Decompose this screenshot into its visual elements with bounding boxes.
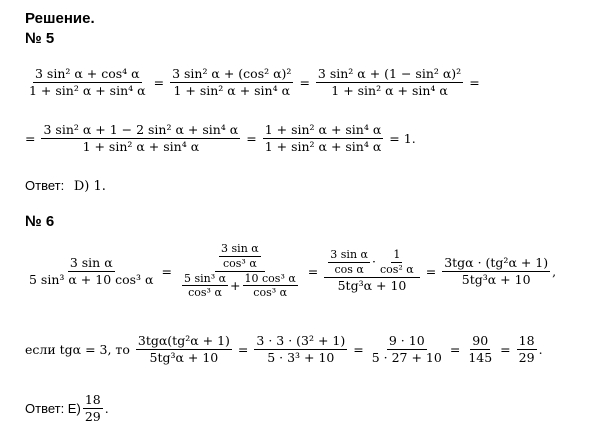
denominator: 1 + sin² α + sin⁴ α xyxy=(29,82,146,98)
p5-line-2: = $\frac{\text{3 sin² α + 1 − 2 sin² α + sin⁴ α}}{\text{1 + sin² α + sin⁴ α}}$ = $\frac{\text{1 + sin² α + sin⁴ α}}{\text{1 + sin² α + sin⁴ α}}$ = 1. xyxy=(25,122,416,154)
p6-fraction-4 xyxy=(442,255,550,287)
problem-5-title: № 5 xyxy=(25,30,55,47)
denominator: 145 xyxy=(468,349,493,365)
numerator: 3 · 3 · (3² + 1) xyxy=(256,333,346,348)
compound-numerator xyxy=(215,242,265,272)
numerator: 5 sin³ α xyxy=(183,271,227,285)
denominator: 1 + sin² α + sin⁴ α xyxy=(331,82,448,98)
heading: Решение. xyxy=(25,10,95,27)
p5-answer xyxy=(25,178,106,194)
numerator: 3tgα · (tg²α + 1) xyxy=(444,254,549,270)
numerator: 3 sin² α + 1 − 2 sin² α + sin⁴ α xyxy=(43,122,239,137)
denominator: 5tg³α + 10 xyxy=(337,277,407,293)
numerator: 3tgα(tg²α + 1) xyxy=(137,333,230,348)
product-numerator: $\frac{\text{3 sin α}}{\text{cos α}}$ · $\frac{1}{\text{cos² α}}$ xyxy=(324,248,419,278)
compound-denominator: $\frac{\text{5 sin³ α}}{\text{cos³ α}}$ + $\frac{\text{10 cos³ α}}{\text{cos³ α}}$ xyxy=(183,271,296,300)
denominator: 29 xyxy=(518,349,535,365)
p5-fraction-2 xyxy=(170,66,293,98)
denominator: 1 + sin² α + sin⁴ α xyxy=(82,138,200,154)
numerator: 1 xyxy=(393,248,401,262)
p6-fraction-9 xyxy=(517,333,537,365)
term-fraction-1 xyxy=(182,272,228,301)
answer-label: Ответ: E) xyxy=(25,400,81,416)
p5-fraction-1 xyxy=(27,66,148,98)
denominator: 5tg³α + 10 xyxy=(149,349,219,365)
answer-value: D) 1. xyxy=(73,179,106,194)
denominator: 5tg³α + 10 xyxy=(461,271,531,287)
term-fraction-2 xyxy=(243,272,298,301)
numerator: 90 xyxy=(472,333,489,348)
p6-line-2: если tgα = 3, то $\frac{\text{3tgα(tg²α + 1)}}{\text{5tg³α + 10}}$ = $\frac{\text{3 · 3 · (3² + 1)}}{\text{5 · 3³ + 10}}$ = $\frac{9 \cdot 10}{5 \cdot 27 + 10}$ = $\frac{90}{145}$ = $\frac{18}{29}$ . xyxy=(25,333,543,365)
p6-line-1: $\frac{\text{3 sin α}}{\text{5 sin³ α + 10 cos³ α}}$ = $\frac{\text{3 sin α}}{\text{cos³ α}}$ $\frac{\text{5 sin³ α}}{\text{cos³ α}}$ + $\frac{\text{10 cos³ α}}{\text{cos³ α}}$ = $\frac{\text{3 sin α}}{\text{cos α}}$ · $\frac{1}{\text{cos² α}}$ 5tg³α + 10 = $\frac{\text{3tgα · (tg²α + 1)}}{\text{5tg³α + 10}}$ , xyxy=(29,242,557,300)
numerator: 3 sin α xyxy=(330,248,368,262)
numerator: 3 sin α xyxy=(221,242,259,255)
p6-fraction-5 xyxy=(136,333,232,365)
p5-fraction-5 xyxy=(263,122,384,154)
p6-fraction-6 xyxy=(254,333,347,365)
p6-fraction-3 xyxy=(324,248,419,293)
answer-fraction xyxy=(83,392,103,424)
denominator: cos² α xyxy=(379,263,414,277)
p6-answer: Ответ: E) $\frac{18}{29}$ . xyxy=(25,392,109,424)
p5-fraction-3 xyxy=(316,66,463,98)
p5-fraction-4 xyxy=(41,122,240,154)
numerator: 3 sin α xyxy=(69,254,113,270)
denominator: 5 sin³ α + 10 cos³ α xyxy=(29,271,154,287)
p6-fraction-1 xyxy=(27,255,155,287)
numerator: 9 · 10 xyxy=(388,333,425,348)
denominator: 1 + sin² α + sin⁴ α xyxy=(173,82,291,98)
p6-fraction-7 xyxy=(370,333,444,365)
answer-label: Ответ: xyxy=(25,178,65,193)
p6-fraction-8 xyxy=(466,333,494,365)
denominator: cos α xyxy=(334,263,364,277)
denominator: cos³ α xyxy=(223,256,257,270)
denominator: 5 · 27 + 10 xyxy=(371,349,442,365)
numerator-fraction xyxy=(219,242,261,271)
numerator: 1 + sin² α + sin⁴ α xyxy=(264,122,382,137)
denominator: 1 + sin² α + sin⁴ α xyxy=(264,138,382,154)
factor-fraction-2 xyxy=(378,248,416,277)
numerator: 3 sin² α + cos⁴ α xyxy=(34,66,140,81)
p6-compound-fraction xyxy=(178,242,302,300)
numerator: 18 xyxy=(518,333,535,348)
denominator: cos³ α xyxy=(188,286,222,300)
problem-6-title: № 6 xyxy=(25,213,55,230)
denominator: 29 xyxy=(84,408,101,424)
denominator: cos³ α xyxy=(253,286,288,300)
condition-text: если tgα = 3, то xyxy=(25,341,130,357)
numerator: 10 cos³ α xyxy=(244,271,296,285)
p5-line-1: $\frac{\text{3 sin² α + cos⁴ α}}{\text{1 + sin² α + sin⁴ α}}$ = $\frac{\text{3 sin² α + (cos² α)²}}{\text{1 + sin² α + sin⁴ α}}$ = $\frac{\text{3 sin² α + (1 − sin² α)²}}{\text{1 + sin² α + sin⁴ α}}$ = xyxy=(29,66,480,98)
numerator: 3 sin² α + (1 − sin² α)² xyxy=(317,66,462,81)
factor-fraction-1 xyxy=(328,248,370,277)
p5-result: 1. xyxy=(403,130,416,146)
denominator: 5 · 3³ + 10 xyxy=(267,349,335,365)
numerator: 18 xyxy=(84,392,101,407)
numerator: 3 sin² α + (cos² α)² xyxy=(172,66,292,81)
